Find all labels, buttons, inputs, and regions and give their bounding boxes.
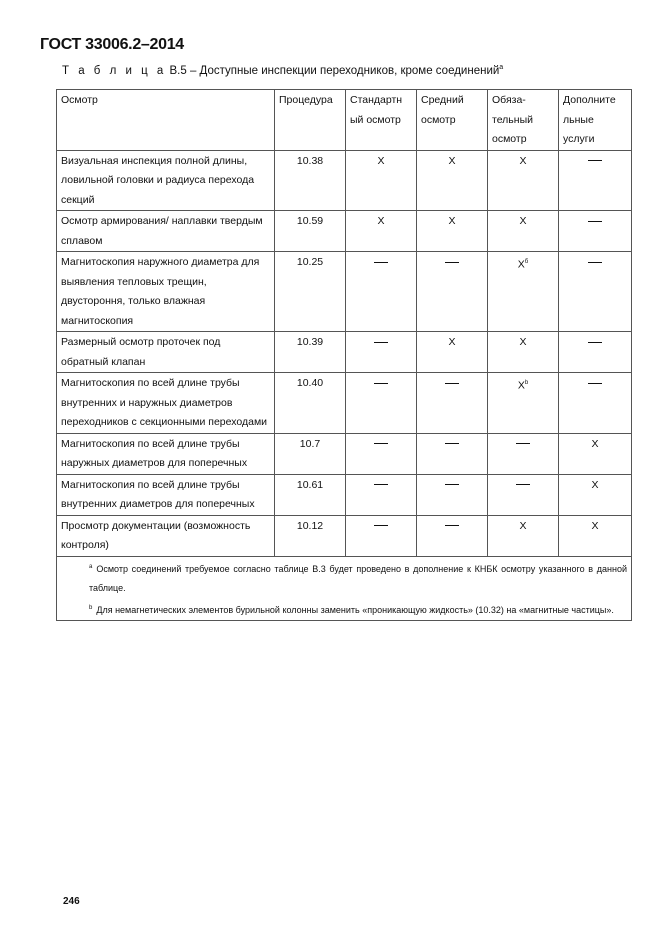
page-number: 246 [63, 896, 80, 907]
medium-cell [417, 252, 488, 332]
footnotes-row [57, 556, 632, 621]
header-standard: Стандартн ый осмотр [346, 90, 417, 151]
dash-mark [588, 342, 602, 343]
caption-title: – Доступные инспекции переходников, кроме соединений [186, 64, 500, 77]
inspection-name-cell: Магнитоскопия по всей длине трубы наружных диаметров для поперечных [57, 433, 275, 474]
check-mark: X [519, 336, 527, 348]
additional-cell [559, 474, 632, 515]
check-mark: X [448, 154, 456, 167]
dash-mark [516, 484, 530, 485]
inspection-name-cell: Осмотр армирования/ наплавки твердым сплавом [57, 211, 275, 252]
dash-mark [445, 443, 459, 444]
medium-cell [417, 332, 488, 373]
footnotes-cell [57, 556, 632, 621]
dash-mark [588, 160, 602, 161]
dash-mark [588, 221, 602, 222]
mandatory-cell [488, 433, 559, 474]
additional-cell [559, 150, 632, 211]
additional-cell [559, 211, 632, 252]
mandatory-cell [488, 332, 559, 373]
standard-cell [346, 433, 417, 474]
footnote-a [61, 558, 627, 599]
dash-mark [374, 262, 388, 263]
mandatory-cell [488, 211, 559, 252]
dash-mark [588, 262, 602, 263]
footnote-a-mark: a [89, 563, 93, 570]
table-header-row [57, 90, 632, 151]
check-mark: X [517, 379, 525, 392]
standard-cell [346, 150, 417, 211]
dash-mark [445, 484, 459, 485]
table-row [57, 515, 632, 556]
header-procedure: Процедура [275, 90, 346, 151]
inspection-name-cell: Визуальная инспекция полной длины, ловильной головки и радиуса перехода секций [57, 150, 275, 211]
mandatory-cell [488, 150, 559, 211]
table-row [57, 252, 632, 332]
table-row [57, 433, 632, 474]
inspection-name-cell: Размерный осмотр проточек под обратный клапан [57, 332, 275, 373]
check-mark: X [591, 437, 599, 450]
standard-cell [346, 252, 417, 332]
table-row [57, 373, 632, 434]
footnote-b-text: Для немагнетических элементов бурильной колонны заменить «проникающую жидкость» (10.32) на «магнитные частицы». [96, 604, 614, 615]
dash-mark [374, 525, 388, 526]
additional-cell [559, 515, 632, 556]
mandatory-cell [488, 474, 559, 515]
dash-mark [374, 342, 388, 343]
footnote-ref: б [524, 259, 529, 265]
table-row [57, 474, 632, 515]
check-mark: X [519, 154, 527, 167]
additional-cell [559, 373, 632, 434]
inspections-table [56, 89, 632, 621]
check-mark: X [519, 519, 527, 532]
standard-cell [346, 373, 417, 434]
check-mark: X [377, 215, 385, 227]
standard-cell [346, 211, 417, 252]
check-mark: X [377, 154, 385, 167]
procedure-cell: 10.25 [275, 252, 346, 332]
medium-cell [417, 433, 488, 474]
medium-cell [417, 211, 488, 252]
header-mandatory: Обяза- тельный осмотр [488, 90, 559, 151]
caption-footnote-mark: а [499, 64, 504, 71]
dash-mark [516, 443, 530, 444]
inspection-name-cell: Магнитоскопия наружного диаметра для выявления тепловых трещин, двустороння, только влажная магнитоскопия [57, 252, 275, 332]
inspection-name-cell: Магнитоскопия по всей длине трубы внутренних диаметров для поперечных [57, 474, 275, 515]
standard-cell [346, 332, 417, 373]
check-mark: X [519, 215, 527, 227]
caption-number: В.5 [169, 64, 187, 77]
standard-cell [346, 515, 417, 556]
additional-cell [559, 332, 632, 373]
check-mark: X [591, 519, 599, 532]
check-mark: X [448, 336, 456, 348]
procedure-cell: 10.12 [275, 515, 346, 556]
dash-mark [445, 525, 459, 526]
medium-cell [417, 474, 488, 515]
medium-cell [417, 150, 488, 211]
check-mark: X [517, 258, 525, 271]
caption-label: Т а б л и ц а [62, 64, 167, 77]
inspection-name-cell: Просмотр документации (возможность контроля) [57, 515, 275, 556]
standard-cell [346, 474, 417, 515]
additional-cell [559, 433, 632, 474]
table-row [57, 150, 632, 211]
mandatory-cell [488, 373, 559, 434]
check-mark: X [448, 215, 456, 227]
footnote-b [61, 599, 627, 621]
additional-cell [559, 252, 632, 332]
procedure-cell: 10.40 [275, 373, 346, 434]
inspection-name-cell: Магнитоскопия по всей длине трубы внутренних и наружных диаметров переходников с секционными переходами [57, 373, 275, 434]
table-row [57, 332, 632, 373]
document-header: ГОСТ 33006.2–2014 [40, 36, 184, 53]
header-medium: Средний осмотр [417, 90, 488, 151]
table-body [57, 150, 632, 556]
procedure-cell: 10.7 [275, 433, 346, 474]
footnote-a-text: Осмотр соединений требуемое согласно таблице В.3 будет проведено в дополнение к КНБК осмотру указанного в данной таблице. [89, 563, 627, 593]
footnote-ref: b [524, 380, 529, 386]
header-additional: Дополните льные услуги [559, 90, 632, 151]
procedure-cell: 10.59 [275, 211, 346, 252]
procedure-cell: 10.39 [275, 332, 346, 373]
dash-mark [588, 383, 602, 384]
mandatory-cell [488, 515, 559, 556]
procedure-cell: 10.61 [275, 474, 346, 515]
header-inspection: Осмотр [57, 90, 275, 151]
table-row [57, 211, 632, 252]
medium-cell [417, 373, 488, 434]
dash-mark [374, 443, 388, 444]
table-caption [62, 64, 503, 77]
mandatory-cell [488, 252, 559, 332]
footnote-b-mark: b [89, 604, 93, 611]
dash-mark [374, 383, 388, 384]
dash-mark [445, 383, 459, 384]
check-mark: X [591, 478, 599, 491]
procedure-cell: 10.38 [275, 150, 346, 211]
medium-cell [417, 515, 488, 556]
dash-mark [445, 262, 459, 263]
dash-mark [374, 484, 388, 485]
